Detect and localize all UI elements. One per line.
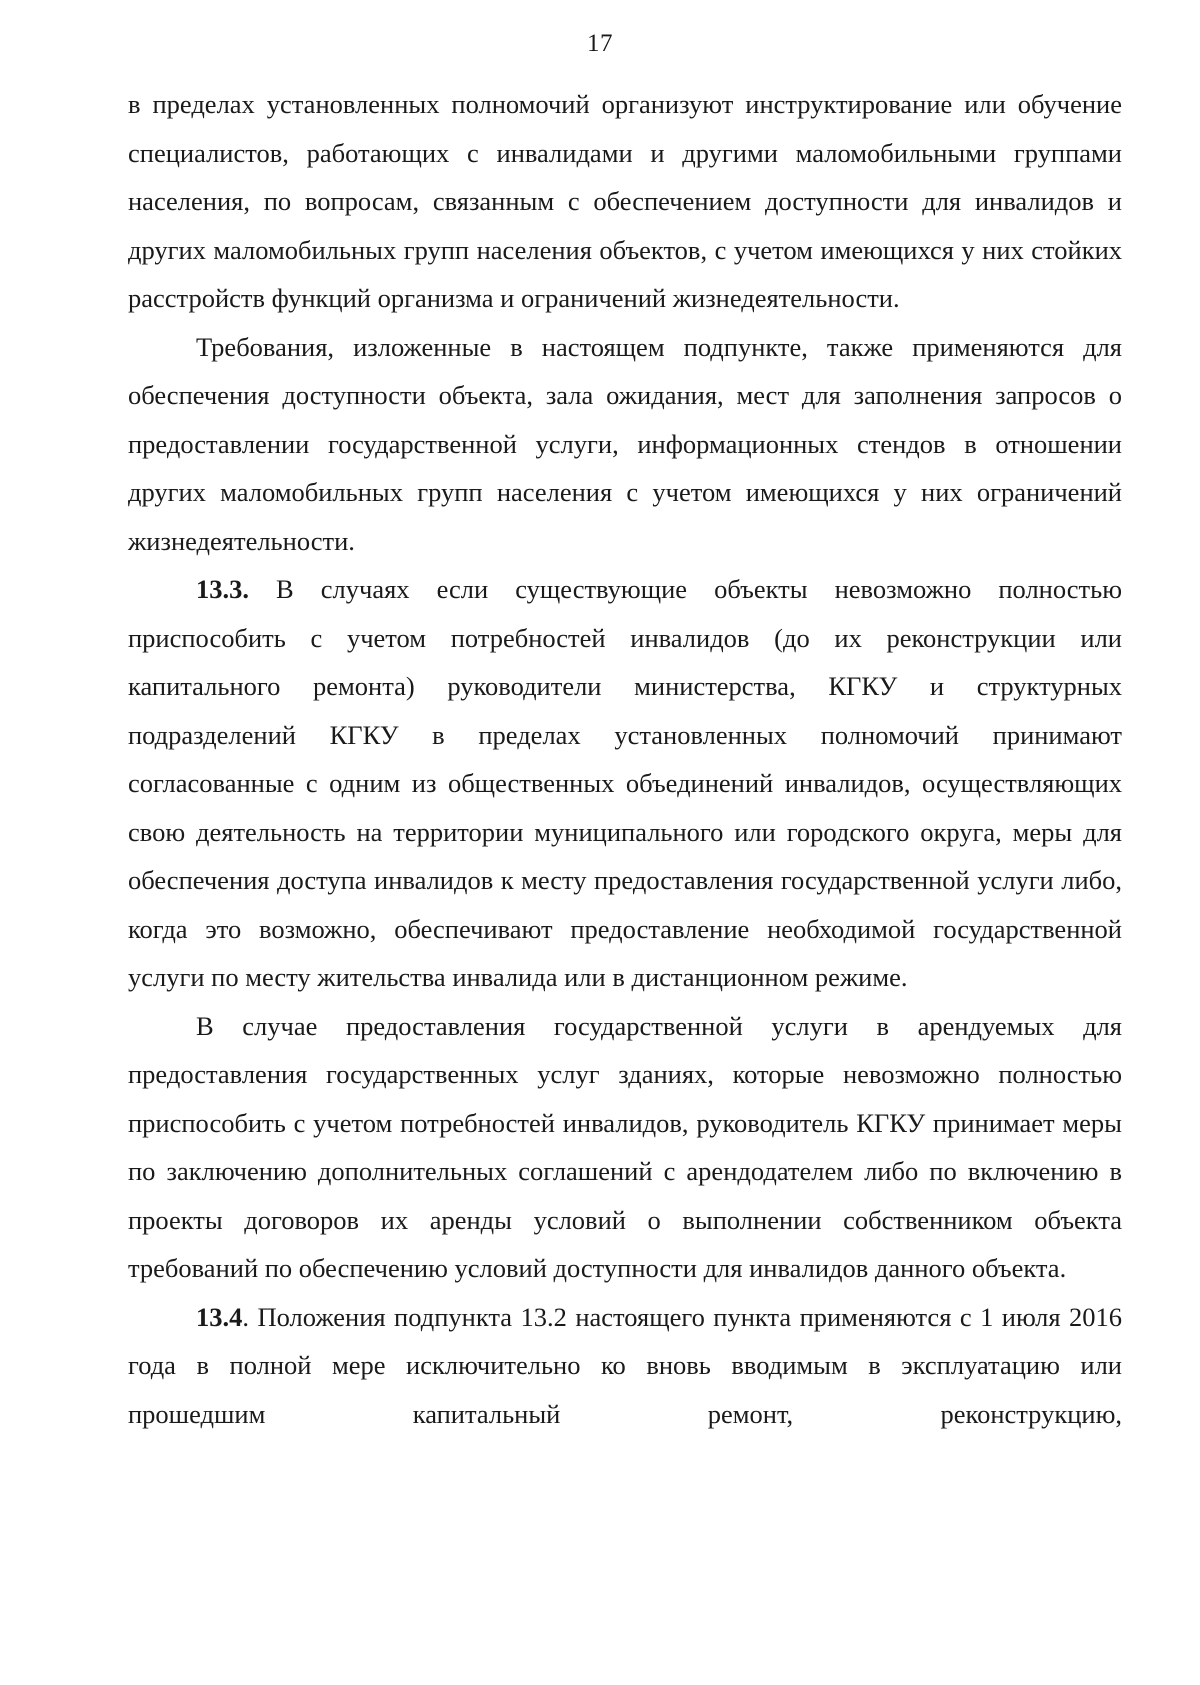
clause-number: 13.4 (196, 1301, 243, 1332)
clause-number: 13.3. (196, 574, 249, 604)
paragraph-13-4 (128, 1293, 1122, 1439)
paragraph-1 (128, 80, 1122, 323)
paragraph-text: В случае предоставления государственной услуги в арендуемых для предоставления государственных услуг зданиях, которые невозможно полностью приспособить с учетом потребностей инвалидов, руководитель КГКУ принимает меры по заключению дополнительных соглашений с арендодателем либо по включению в проекты договоров их аренды условий о выполнении собственником объекта требований по обеспечению условий доступности для инвалидов данного объекта. (128, 1010, 1122, 1283)
paragraph-4 (128, 1002, 1122, 1293)
paragraph-text: . Положения подпункта 13.2 настоящего пункта применяются с 1 июля 2016 года в полной мере исключительно ко вновь вводимым в эксплуатацию или прошедшим капитальный ремонт, реконструкцию, (128, 1301, 1122, 1429)
page-number: 17 (587, 30, 613, 57)
paragraph-text: В случаях если существующие объекты невозможно полностью приспособить с учетом потребностей инвалидов (до их реконструкции или капитального ремонта) руководители министерства, КГКУ и структурных подразделений КГКУ в пределах установленных полномочий принимают согласованные с одним из общественных объединений инвалидов, осуществляющих свою деятельность на территории муниципального или городского округа, меры для обеспечения доступа инвалидов к месту предоставления государственной услуги либо, когда это возможно, обеспечивают предоставление необходимой государственной услуги по месту жительства инвалида или в дистанционном режиме. (128, 574, 1122, 992)
paragraph-2 (128, 323, 1122, 566)
document-body (128, 80, 1122, 1438)
paragraph-13-3 (128, 565, 1122, 1002)
paragraph-text: Требования, изложенные в настоящем подпункте, также применяются для обеспечения доступности объекта, зала ожидания, мест для заполнения запросов о предоставлении государственной услуги, информационных стендов в отношении других маломобильных групп населения с учетом имеющихся у них ограничений жизнедеятельности. (128, 331, 1122, 556)
paragraph-text: в пределах установленных полномочий организуют инструктирование или обучение специалистов, работающих с инвалидами и другими маломобильными группами населения, по вопросам, связанным с обеспечением доступности для инвалидов и других маломобильных групп населения объектов, с учетом имеющихся у них стойких расстройств функций организма и ограничений жизнедеятельности. (128, 89, 1122, 313)
